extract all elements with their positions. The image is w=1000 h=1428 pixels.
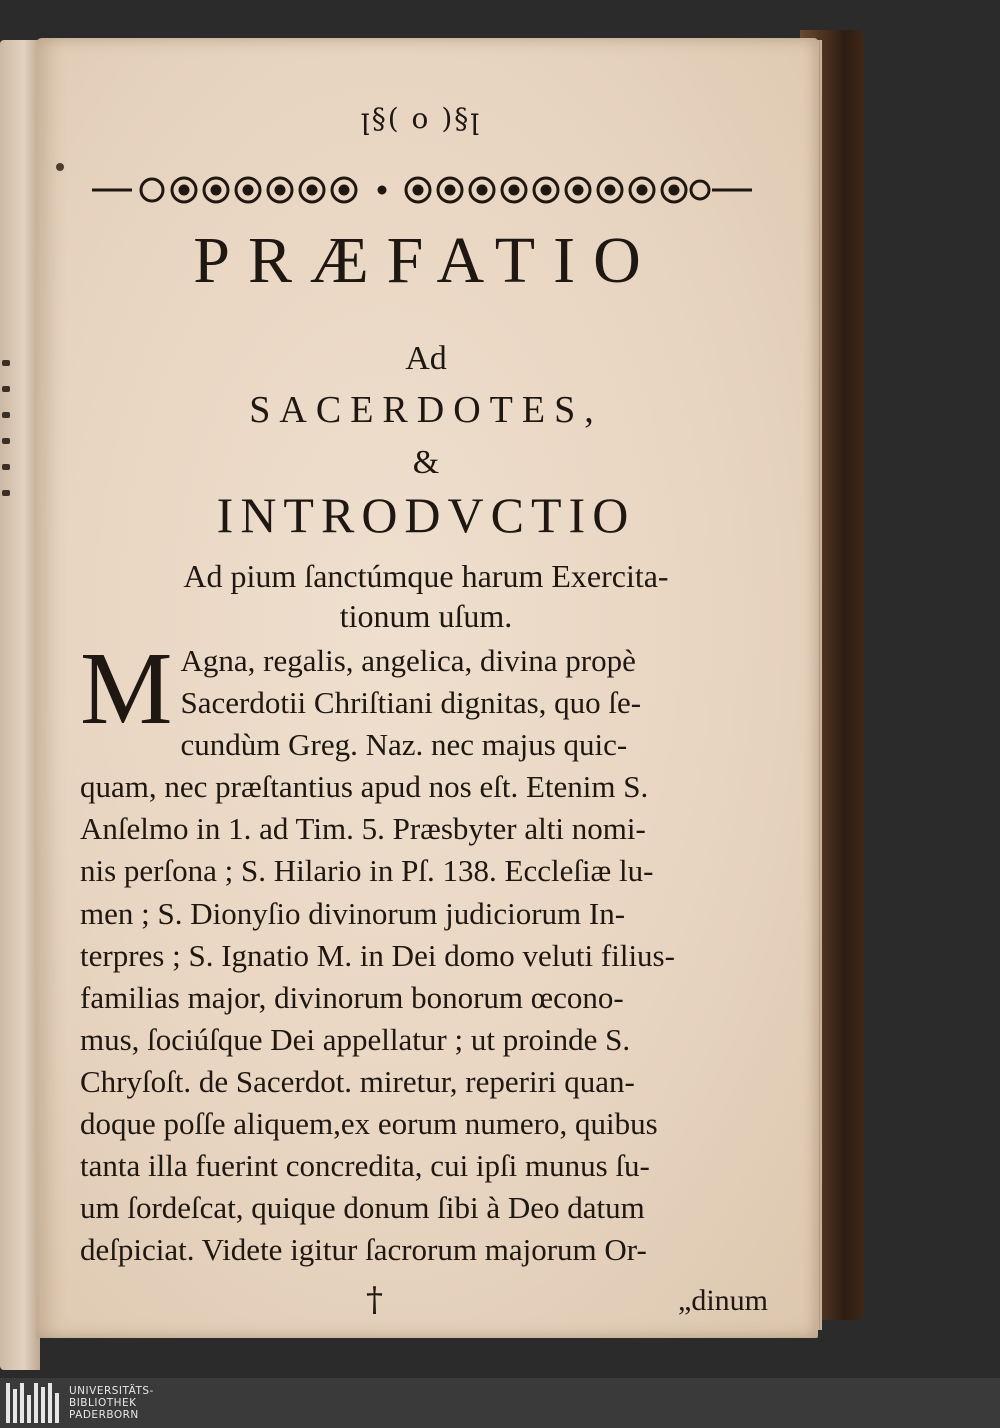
title-lead	[56, 556, 796, 636]
library-name-line-1: UNIVERSITÄTS-	[69, 1385, 154, 1397]
lead-line-1: Ad pium ſanctúmque harum Exercita-	[183, 558, 669, 594]
body-line: Agna, regalis, angelica, divina propè	[180, 643, 636, 678]
library-name-line-3: PADERBORN	[69, 1409, 139, 1421]
body-line: mus, ſociúſque Dei appellatur ; ut proinde S.	[80, 1021, 631, 1057]
lead-line-2: tionum uſum.	[339, 598, 513, 634]
body-text	[80, 631, 786, 1271]
page-number-ornament: ꞁ§( o )§ꞁ	[360, 102, 482, 135]
library-footer-bar	[0, 1378, 1000, 1428]
body-line: quam, nec præſtantius apud nos eſt. Etenim S.	[80, 769, 649, 805]
body-line: familias major, divinorum bonorum œcono-	[80, 979, 624, 1015]
book-page	[36, 38, 818, 1338]
drop-cap: M	[80, 631, 173, 746]
signature-mark: †	[366, 1280, 383, 1320]
ornament-band-icon	[92, 166, 752, 214]
body-line: Chryſoſt. de Sacerdot. miretur, reperiri quan-	[80, 1063, 635, 1099]
left-page-edge	[0, 40, 40, 1370]
library-name-line-2: BIBLIOTHEK	[69, 1397, 137, 1409]
body-line: nis perſona ; S. Hilario in Pſ. 138. Eccleſiæ lu-	[80, 853, 654, 889]
body-line: Sacerdotii Chriſtiani dignitas, quo ſe-	[180, 685, 642, 721]
title-ad: Ad	[405, 340, 447, 377]
body-line: terpres ; S. Ignatio M. in Dei domo veluti filius-	[80, 937, 675, 973]
title-introductio: INTRODVCTIO	[216, 487, 636, 543]
page-footer	[36, 1280, 818, 1330]
title-ampersand: &	[412, 444, 440, 481]
page-hole	[56, 163, 64, 171]
ornament-band	[92, 166, 752, 214]
left-page-text-fragments	[0, 340, 14, 496]
body-line: Anſelmo in 1. ad Tim. 5. Præsbyter alti nomi-	[80, 811, 646, 847]
catchword: „dinum	[678, 1284, 768, 1317]
library-logo-icon	[6, 1383, 59, 1423]
title-sacerdotes: SACERDOTES,	[249, 389, 603, 431]
body-line: tanta illa fuerint concredita, cui ipſi munus ſu-	[80, 1148, 650, 1184]
body-line: men ; S. Dionyſio divinorum judiciorum In-	[80, 895, 626, 931]
body-line: um ſordeſcat, quique donum ſibi à Deo datum	[80, 1190, 645, 1226]
library-name	[69, 1385, 154, 1421]
body-line: deſpiciat. Videte igitur ſacrorum majorum Or-	[80, 1232, 647, 1268]
page-title: PRÆFATIO	[193, 224, 659, 297]
body-line: cundùm Greg. Naz. nec majus quic-	[180, 727, 628, 763]
body-line: doque poſſe aliquem,ex eorum numero, quibus	[80, 1106, 658, 1142]
